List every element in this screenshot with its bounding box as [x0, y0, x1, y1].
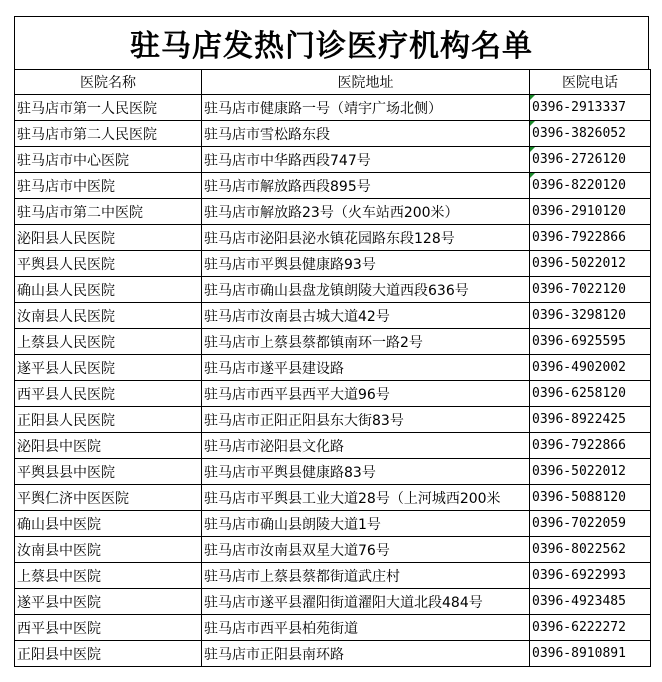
table-row — [15, 277, 651, 303]
hospital-name-cell: 驻马店市第二人民医院 — [15, 121, 202, 147]
hospital-name-cell: 汝南县中医院 — [15, 537, 202, 563]
column-header-name: 医院名称 — [15, 70, 202, 95]
hospital-phone-cell: 0396-3826052 — [530, 121, 651, 147]
hospital-phone-cell: 0396-2913337 — [530, 95, 651, 121]
hospital-address-cell: 驻马店市汝南县双星大道76号 — [202, 537, 530, 563]
hospital-name-cell: 西平县中医院 — [15, 615, 202, 641]
hospital-phone-cell: 0396-2910120 — [530, 199, 651, 225]
table-row — [15, 329, 651, 355]
hospital-name-cell: 驻马店市中心医院 — [15, 147, 202, 173]
hospital-phone-cell: 0396-8910891 — [530, 641, 651, 667]
hospital-address-cell: 驻马店市上蔡县蔡都镇南环一路2号 — [202, 329, 530, 355]
hospital-phone-cell: 0396-6925595 — [530, 329, 651, 355]
hospital-name-cell: 遂平县人民医院 — [15, 355, 202, 381]
hospital-address-cell: 驻马店市汝南县古城大道42号 — [202, 303, 530, 329]
table-row — [15, 537, 651, 563]
hospital-name-cell: 泌阳县人民医院 — [15, 225, 202, 251]
hospital-address-cell: 驻马店市平舆县健康路93号 — [202, 251, 530, 277]
table-row — [15, 589, 651, 615]
hospital-name-cell: 泌阳县中医院 — [15, 433, 202, 459]
hospital-address-cell: 驻马店市平舆县工业大道28号（上河城西200米 — [202, 485, 530, 511]
hospital-name-cell: 上蔡县人民医院 — [15, 329, 202, 355]
hospital-address-cell: 驻马店市雪松路东段 — [202, 121, 530, 147]
hospital-address-cell: 驻马店市遂平县濯阳街道濯阳大道北段484号 — [202, 589, 530, 615]
hospital-phone-cell: 0396-4923485 — [530, 589, 651, 615]
table-row — [15, 641, 651, 667]
hospital-phone-cell: 0396-6922993 — [530, 563, 651, 589]
hospital-address-cell: 驻马店市西平县柏苑街道 — [202, 615, 530, 641]
hospital-address-cell: 驻马店市解放路西段895号 — [202, 173, 530, 199]
hospital-name-cell: 遂平县中医院 — [15, 589, 202, 615]
table-row — [15, 147, 651, 173]
table-row — [15, 563, 651, 589]
table-row — [15, 303, 651, 329]
table-row — [15, 459, 651, 485]
table-row — [15, 121, 651, 147]
hospital-name-cell: 平舆县人民医院 — [15, 251, 202, 277]
hospital-address-cell: 驻马店市上蔡县蔡都街道武庄村 — [202, 563, 530, 589]
hospital-address-cell: 驻马店市泌阳县泌水镇花园路东段128号 — [202, 225, 530, 251]
hospital-phone-cell: 0396-5022012 — [530, 459, 651, 485]
hospital-phone-cell: 0396-8022562 — [530, 537, 651, 563]
hospital-address-cell: 驻马店市正阳县南环路 — [202, 641, 530, 667]
hospital-phone-cell: 0396-2726120 — [530, 147, 651, 173]
hospital-address-cell: 驻马店市平舆县健康路83号 — [202, 459, 530, 485]
hospital-name-cell: 确山县人民医院 — [15, 277, 202, 303]
hospital-address-cell: 驻马店市确山县盘龙镇朗陵大道西段636号 — [202, 277, 530, 303]
column-header-address: 医院地址 — [202, 70, 530, 95]
hospital-phone-cell: 0396-7922866 — [530, 433, 651, 459]
hospital-name-cell: 确山县中医院 — [15, 511, 202, 537]
hospital-address-cell: 驻马店市解放路23号（火车站西200米） — [202, 199, 530, 225]
hospital-name-cell: 平舆仁济中医医院 — [15, 485, 202, 511]
table-row — [15, 381, 651, 407]
hospital-address-cell: 驻马店市西平县西平大道96号 — [202, 381, 530, 407]
table-row — [15, 251, 651, 277]
table-row — [15, 173, 651, 199]
hospital-phone-cell: 0396-7022120 — [530, 277, 651, 303]
table-row — [15, 225, 651, 251]
hospital-phone-cell: 0396-7922866 — [530, 225, 651, 251]
hospital-list-sheet — [14, 16, 649, 667]
hospital-phone-cell: 0396-8922425 — [530, 407, 651, 433]
table-row — [15, 199, 651, 225]
hospital-phone-cell: 0396-3298120 — [530, 303, 651, 329]
table-row — [15, 615, 651, 641]
hospital-name-cell: 汝南县人民医院 — [15, 303, 202, 329]
page-title: 驻马店发热门诊医疗机构名单 — [14, 16, 649, 69]
hospital-name-cell: 西平县人民医院 — [15, 381, 202, 407]
hospital-address-cell: 驻马店市正阳正阳县东大街83号 — [202, 407, 530, 433]
table-row — [15, 485, 651, 511]
table-row — [15, 95, 651, 121]
hospital-phone-cell: 0396-6222272 — [530, 615, 651, 641]
hospital-name-cell: 正阳县人民医院 — [15, 407, 202, 433]
hospital-phone-cell: 0396-8220120 — [530, 173, 651, 199]
hospital-name-cell: 上蔡县中医院 — [15, 563, 202, 589]
table-row — [15, 407, 651, 433]
hospital-address-cell: 驻马店市中华路西段747号 — [202, 147, 530, 173]
hospital-name-cell: 驻马店市中医院 — [15, 173, 202, 199]
hospital-address-cell: 驻马店市泌阳县文化路 — [202, 433, 530, 459]
column-header-phone: 医院电话 — [530, 70, 651, 95]
hospital-phone-cell: 0396-7022059 — [530, 511, 651, 537]
hospital-name-cell: 驻马店市第一人民医院 — [15, 95, 202, 121]
hospital-name-cell: 平舆县县中医院 — [15, 459, 202, 485]
table-row — [15, 511, 651, 537]
hospital-phone-cell: 0396-5022012 — [530, 251, 651, 277]
hospital-table — [14, 69, 651, 667]
hospital-address-cell: 驻马店市遂平县建设路 — [202, 355, 530, 381]
hospital-name-cell: 正阳县中医院 — [15, 641, 202, 667]
hospital-address-cell: 驻马店市确山县朗陵大道1号 — [202, 511, 530, 537]
hospital-address-cell: 驻马店市健康路一号（靖宇广场北侧） — [202, 95, 530, 121]
hospital-phone-cell: 0396-4902002 — [530, 355, 651, 381]
table-row — [15, 355, 651, 381]
hospital-phone-cell: 0396-5088120 — [530, 485, 651, 511]
hospital-name-cell: 驻马店市第二中医院 — [15, 199, 202, 225]
table-row — [15, 433, 651, 459]
table-header-row — [15, 70, 651, 95]
hospital-phone-cell: 0396-6258120 — [530, 381, 651, 407]
